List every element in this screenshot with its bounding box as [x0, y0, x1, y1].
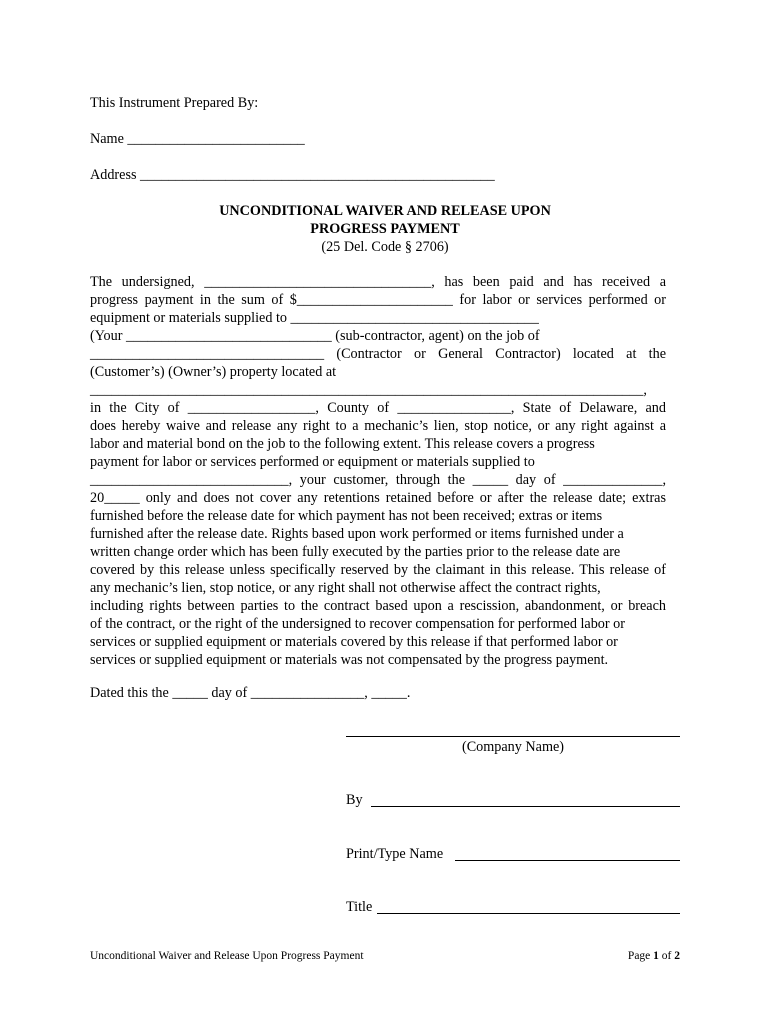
page-indicator	[628, 949, 680, 963]
document-title-line-1: UNCONDITIONAL WAIVER AND RELEASE UPON	[219, 203, 551, 219]
page-current: 1	[653, 950, 659, 962]
body-line: any mechanic’s lien, stop notice, or any right shall not otherwise affect the contract rights,	[90, 580, 601, 596]
statute-citation: (25 Del. Code § 2706)	[321, 239, 449, 255]
print-name-label: Print/Type Name	[346, 846, 447, 862]
company-name-label: (Company Name)	[461, 739, 565, 755]
body-line: of the contract, or the right of the undersigned to recover compensation for performed labor or	[90, 616, 625, 632]
print-name-line	[455, 860, 680, 861]
by-signature-line	[371, 806, 680, 807]
by-label: By	[346, 792, 367, 808]
title-label: Title	[346, 899, 376, 915]
body-line: payment for labor or services performed or equipment or materials supplied to	[90, 454, 535, 470]
page-of: of	[658, 950, 675, 962]
footer-document-name: Unconditional Waiver and Release Upon Progress Payment	[90, 950, 364, 962]
body-line: does hereby waive and release any right to a mechanic’s lien, stop notice, or any right against a	[90, 418, 666, 434]
body-line: labor and material bond on the job to the following extent. This release covers a progress	[90, 436, 595, 452]
body-line: 20_____ only and does not cover any retentions retained before or after the release date; extras	[90, 490, 666, 506]
body-line: (Your _____________________________ (sub-contractor, agent) on the job of	[90, 328, 540, 344]
page-total: 2	[674, 950, 680, 962]
address-field: Address __________________________________________________	[90, 167, 495, 183]
body-line: (Customer’s) (Owner’s) property located at	[90, 364, 337, 380]
prepared-by-label: This Instrument Prepared By:	[90, 95, 259, 111]
body-line: services or supplied equipment or materials was not compensated by the progress payment.	[90, 652, 609, 668]
body-line: in the City of __________________, County of ________________, State of Delaware, and	[90, 400, 666, 416]
body-line: The undersigned, ________________________________, has been paid and has received a	[90, 274, 666, 290]
body-line: written change order which has been fully executed by the parties prior to the release date are	[90, 544, 621, 560]
body-line: including rights between parties to the contract based upon a rescission, abandonment, or breach	[90, 598, 666, 614]
document-title-line-2: PROGRESS PAYMENT	[310, 221, 460, 237]
body-line: ____________________________, your customer, through the _____ day of ______________,	[90, 472, 666, 488]
title-line	[377, 913, 680, 914]
dated-line: Dated this the _____ day of ________________, _____.	[90, 685, 411, 701]
body-line: furnished before the release date for which payment has not been received; extras or items	[90, 508, 603, 524]
body-line: furnished after the release date. Rights based upon work performed or items furnished under a	[90, 526, 624, 542]
body-line: progress payment in the sum of $______________________ for labor or services performed or	[90, 292, 666, 308]
body-line: services or supplied equipment or materials covered by this release if that performed labor or	[90, 634, 618, 650]
body-line: equipment or materials supplied to ___________________________________	[90, 310, 539, 326]
company-signature-line	[346, 736, 680, 737]
name-field: Name _________________________	[90, 131, 305, 147]
body-line: covered by this release unless specifically reserved by the claimant in this release. This release of	[90, 562, 666, 578]
body-line: ______________________________________________________________________________,	[90, 382, 647, 398]
page-prefix: Page	[627, 950, 654, 962]
body-line: _________________________________ (Contractor or General Contractor) located at the	[90, 346, 666, 362]
